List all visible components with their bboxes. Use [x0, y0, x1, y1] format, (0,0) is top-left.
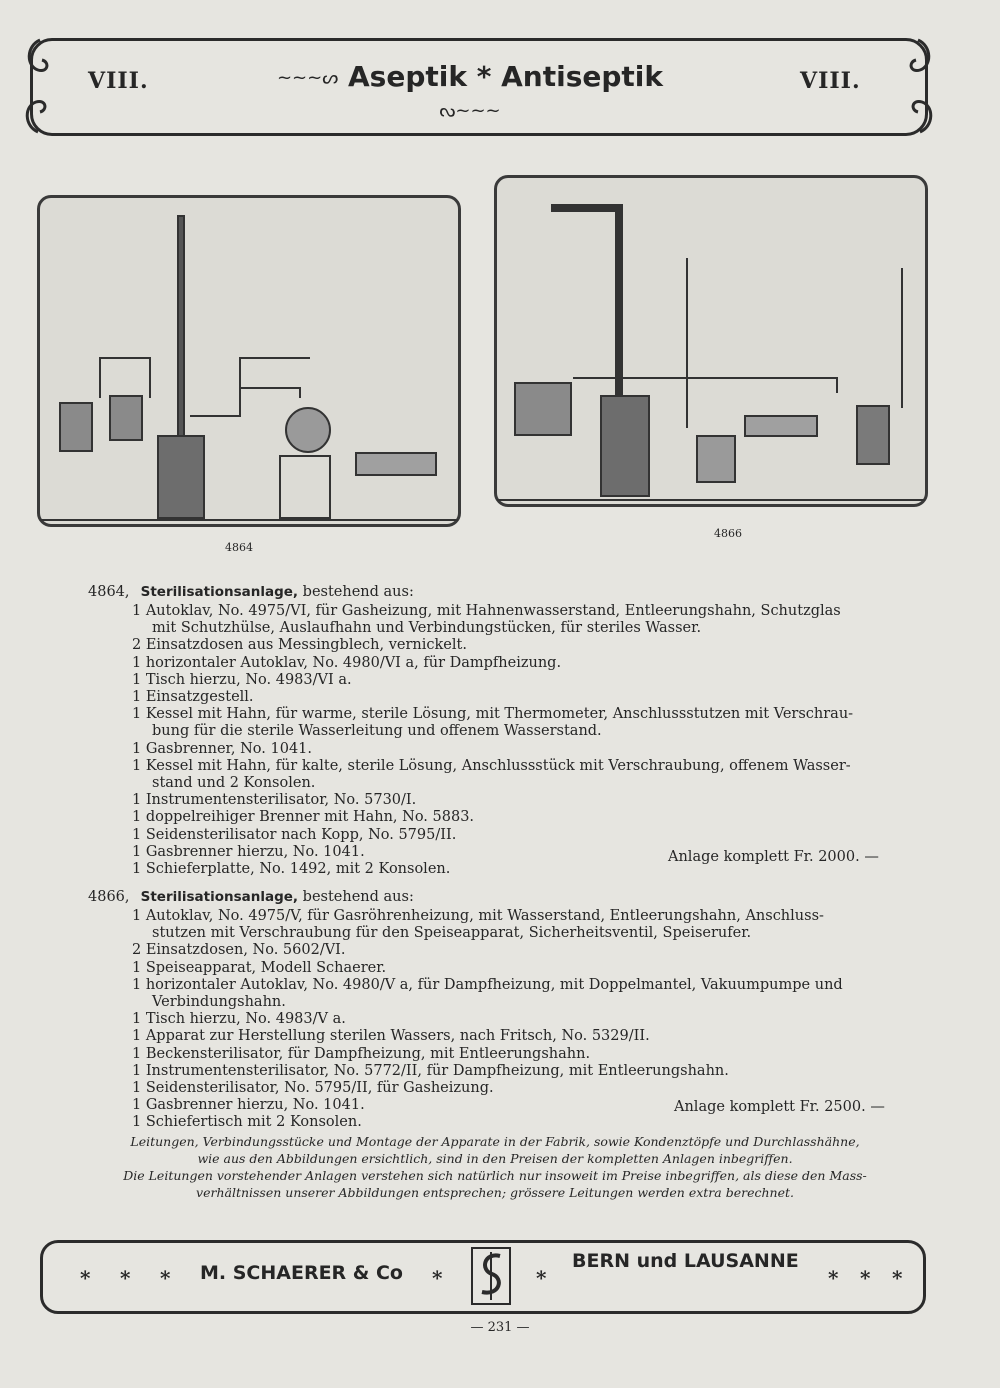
footer-star: *: [120, 1266, 131, 1290]
list-item: mit Schutzhülse, Auslaufhahn und Verbindungstücken, für steriles Wasser.: [152, 620, 702, 637]
list-item: 1 Speiseapparat, Modell Schaerer.: [132, 959, 387, 976]
note-line: verhältnissen unserer Abbildungen entsprechen; grössere Leitungen werden extra berechnet.: [196, 1185, 794, 1200]
list-item: 1 Tisch hierzu, No. 4983/V a.: [132, 1011, 346, 1028]
entry-intro: bestehend aus:: [302, 584, 414, 600]
list-item: Verbindungshahn.: [152, 994, 286, 1011]
footer-star: *: [80, 1266, 91, 1290]
list-item: stutzen mit Verschraubung für den Speiseapparat, Sicherheitsventil, Speiserufer.: [152, 925, 752, 942]
entry-intro: bestehend aus:: [302, 889, 414, 905]
entry-number: 4864,: [88, 584, 130, 600]
entry-4866-total-price: Anlage komplett Fr. 2500. —: [674, 1099, 885, 1115]
footer-star: *: [860, 1266, 871, 1290]
list-item: 1 Tisch hierzu, No. 4983/VI a.: [132, 671, 352, 688]
list-item: 1 Autoklav, No. 4975/V, für Gasröhrenheizung, mit Wasserstand, Entleerungshahn, Anschluss-: [132, 908, 824, 924]
figure-4866-caption: 4866: [714, 527, 742, 540]
list-item: bung für die sterile Wasserleitung und offenem Wasserstand.: [152, 723, 602, 740]
list-item: 1 horizontaler Autoklav, No. 4980/V a, für Dampfheizung, mit Doppelmantel, Vakuumpumpe und: [132, 976, 843, 993]
footer-star: *: [892, 1266, 903, 1290]
section-number-right: VIII.: [800, 68, 861, 94]
entry-4864-total-price: Anlage komplett Fr. 2000. —: [668, 849, 879, 865]
entry-number: 4866,: [88, 889, 130, 905]
list-item: 1 horizontaler Autoklav, No. 4980/VI a, für Dampfheizung.: [132, 654, 562, 671]
list-item: 1 Schieferplatte, No. 1492, mit 2 Konsolen.: [132, 861, 451, 878]
pricing-notes: [55, 1133, 935, 1201]
list-item: 1 doppelreihiger Brenner mit Hahn, No. 5883.: [132, 809, 475, 826]
section-number-left: VIII.: [88, 68, 149, 94]
list-item: 1 Instrumentensterilisator, No. 5730/I.: [132, 792, 417, 809]
company-locations: BERN und LAUSANNE: [572, 1250, 799, 1272]
list-item: 1 Beckensterilisator, für Dampfheizung, mit Entleerungshahn.: [132, 1045, 591, 1062]
list-item: 1 Einsatzgestell.: [132, 689, 254, 706]
list-item: 1 Seidensterilisator nach Kopp, No. 5795/II.: [132, 826, 457, 843]
figure-4864-illustration: [37, 195, 461, 527]
list-item: 1 Apparat zur Herstellung sterilen Wassers, nach Fritsch, No. 5329/II.: [132, 1028, 650, 1045]
footer-star: *: [536, 1266, 547, 1290]
figure-4864-caption: 4864: [225, 541, 253, 554]
entry-name: Sterilisationsanlage,: [140, 889, 299, 905]
entry-4864-heading: [88, 584, 414, 600]
list-item: 1 Gasbrenner hierzu, No. 1041.: [132, 1097, 365, 1114]
note-line: Die Leitungen vorstehender Anlagen verstehen sich natürlich nur insoweit im Preise inbegriffen, als diese den Mass-: [123, 1168, 867, 1183]
title-part-2: Antiseptik: [501, 60, 664, 93]
list-item: 1 Kessel mit Hahn, für warme, sterile Lösung, mit Thermometer, Anschlussstutzen mit Verschrau-: [132, 706, 854, 723]
page-title: [250, 60, 690, 126]
footer-star: *: [432, 1266, 443, 1290]
flourish-right-icon: ᔓ~~~: [439, 100, 501, 122]
right-scroll-ornament: [900, 36, 940, 136]
footer-star: *: [828, 1266, 839, 1290]
title-part-1: Aseptik: [348, 60, 467, 93]
monogram-logo-icon: [466, 1244, 516, 1308]
list-item: 1 Instrumentensterilisator, No. 5772/II, für Dampfheizung, mit Entleerungshahn.: [132, 1062, 729, 1079]
list-item: 2 Einsatzdosen, No. 5602/VI.: [132, 942, 346, 959]
list-item: 1 Gasbrenner hierzu, No. 1041.: [132, 843, 365, 860]
company-name: M. SCHAERER & Co: [200, 1262, 403, 1284]
list-item: 1 Kessel mit Hahn, für kalte, sterile Lösung, Anschlussstück mit Verschraubung, offenem Wasser-: [132, 757, 851, 774]
title-separator: *: [476, 60, 492, 93]
note-line: wie aus den Abbildungen ersichtlich, sind in den Preisen der kompletten Anlagen inbegriffen.: [197, 1151, 793, 1166]
list-item: 1 Schiefertisch mit 2 Konsolen.: [132, 1114, 362, 1131]
page-number: — 231 —: [470, 1320, 530, 1335]
entry-4866-heading: [88, 889, 414, 905]
left-scroll-ornament: [18, 36, 58, 136]
list-item: 1 Seidensterilisator, No. 5795/II, für Gasheizung.: [132, 1080, 494, 1097]
entry-name: Sterilisationsanlage,: [140, 584, 299, 600]
figure-4866-illustration: [494, 175, 928, 507]
note-line: Leitungen, Verbindungsstücke und Montage der Apparate in der Fabrik, sowie Kondenztöpfe und Durchlasshähne,: [130, 1134, 860, 1149]
flourish-left-icon: ~~~ᔕ: [276, 67, 339, 89]
entry-4864-item-list: [132, 603, 912, 878]
sterilisation-plant-4866-drawing: [497, 178, 925, 504]
sterilisation-plant-4864-drawing: [40, 198, 458, 524]
footer-star: *: [160, 1266, 171, 1290]
list-item: 2 Einsatzdosen aus Messingblech, vernickelt.: [132, 637, 467, 654]
list-item: 1 Autoklav, No. 4975/VI, für Gasheizung, mit Hahnenwasserstand, Entleerungshahn, Schutzglas: [132, 603, 841, 619]
list-item: 1 Gasbrenner, No. 1041.: [132, 740, 313, 757]
list-item: stand und 2 Konsolen.: [152, 775, 316, 792]
